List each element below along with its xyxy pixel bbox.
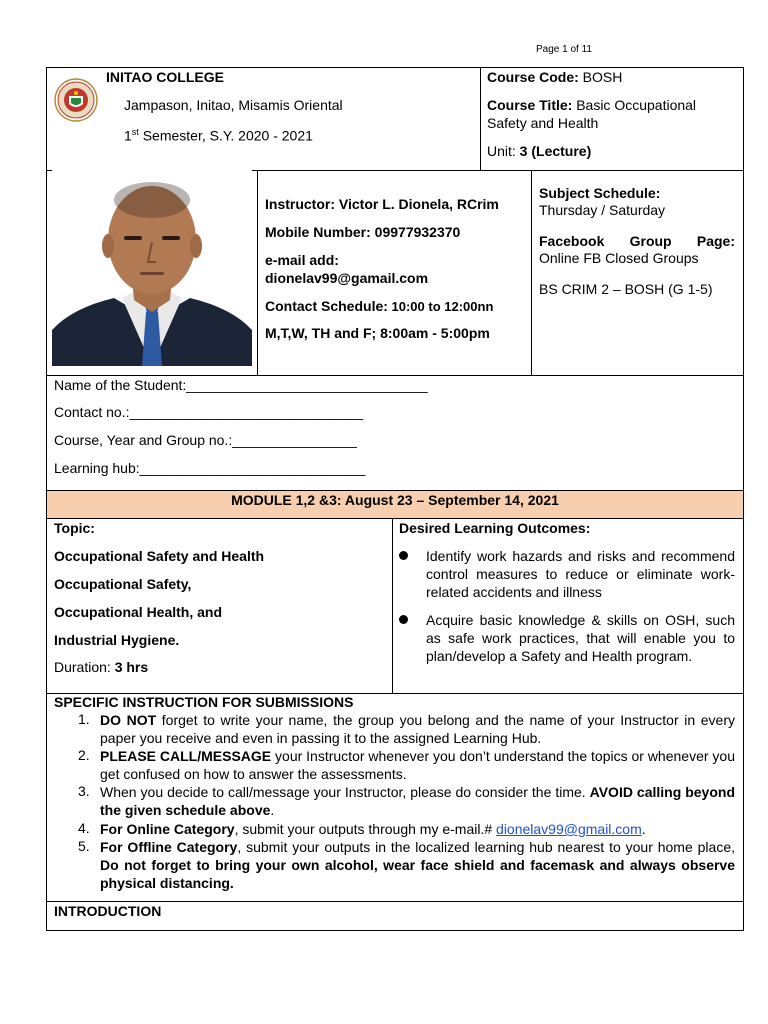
table-border-top: [46, 67, 744, 68]
instruction-bold: For Online Category: [100, 821, 235, 837]
list-number: 1.: [78, 711, 90, 727]
instruction-item: [100, 820, 735, 838]
duration: [54, 659, 148, 676]
instruction-text: , submit your outputs in the localized learning hub nearest to your home place,: [237, 839, 735, 855]
topic-line: Occupational Health, and: [54, 604, 223, 620]
contact-no-field[interactable]: Contact no.:______________________________: [54, 404, 364, 420]
course-title-label: Course Title:: [487, 97, 573, 113]
course-title-2: Safety and Health: [487, 115, 599, 131]
semester-rest: Semester, S.Y. 2020 - 2021: [138, 127, 313, 144]
course-code: [487, 69, 622, 86]
introduction-heading: INTRODUCTION: [54, 903, 162, 919]
subject-schedule-label: Subject Schedule:: [539, 185, 661, 201]
learning-hub-field[interactable]: Learning hub:_____________________________: [54, 460, 366, 476]
unit: [487, 143, 591, 160]
instruction-text: When you decide to call/message your Instructor, please do consider the time.: [100, 784, 590, 800]
divider: [46, 490, 744, 491]
college-address: Jampason, Initao, Misamis Oriental: [124, 97, 343, 113]
college-name: INITAO COLLEGE: [106, 69, 224, 85]
duration-label: Duration:: [54, 659, 111, 675]
office-days: M,T,W, TH and F; 8:00am - 5:00pm: [265, 325, 490, 341]
divider: [480, 67, 481, 170]
instruction-bold: Do not forget to bring your own alcohol, wear face shield and facemask and always observe physical distancing.: [100, 857, 735, 891]
instructor-email-label: e-mail add:: [265, 252, 339, 268]
section-group: BS CRIM 2 – BOSH (G 1-5): [539, 281, 713, 297]
instruction-item: [100, 747, 735, 783]
instruction-bold: AVOID calling beyond the given schedule above: [100, 784, 735, 818]
topic-line: Occupational Safety and Health: [54, 548, 265, 564]
instructor-mobile: Mobile Number: 09977932370: [265, 224, 461, 240]
list-number: 5.: [78, 838, 90, 854]
course-title-value-1: Basic Occupational: [572, 97, 697, 113]
table-border-right: [743, 67, 744, 931]
instructor-email: dionelav99@gamail.com: [265, 270, 429, 286]
instruction-item: [100, 838, 735, 892]
topic-line: Industrial Hygiene.: [54, 632, 180, 648]
contact-schedule-time: 10:00 to 12:00nn: [387, 299, 494, 314]
bullet-icon: [399, 615, 408, 624]
divider: [46, 375, 744, 376]
divider: [531, 170, 532, 375]
instruction-text: forget to write your name, the group you belong and the name of your Instructor in every paper you receive and even in passing it to the assigned Learning Hub.: [100, 712, 735, 746]
email-link[interactable]: dionelav99@gmail.com: [496, 821, 642, 837]
duration-value: 3 hrs: [110, 659, 149, 675]
outcomes-label: Desired Learning Outcomes:: [399, 520, 591, 536]
outcome-item: Acquire basic knowledge & skills on OSH, such as safe work practices, that will enable you to plan/develop a Safety and Health program.: [426, 612, 735, 664]
semester-sup: st: [131, 127, 139, 137]
facebook-group-value: Online FB Closed Groups: [539, 250, 699, 266]
instruction-text: your Instructor whenever you don’t understand the topics or whenever you get confused on how to answer the assessments.: [100, 748, 735, 782]
instruction-item: [100, 783, 735, 819]
instruction-bold: DO NOT: [100, 712, 157, 728]
facebook-label-word: Facebook: [539, 233, 605, 249]
divider: [46, 518, 744, 519]
divider: [392, 518, 393, 693]
unit-value: 3 (Lecture): [515, 143, 592, 159]
list-number: 4.: [78, 820, 90, 836]
instruction-bold: For Offline Category: [100, 839, 238, 855]
group-label-word: Group: [629, 233, 672, 249]
semester: [124, 124, 313, 145]
facebook-group-label: [539, 233, 735, 250]
topic-line: Occupational Safety,: [54, 576, 192, 592]
table-border-bottom: [46, 930, 744, 931]
instruction-text: , submit your outputs through my e-mail.#: [234, 821, 497, 837]
contact-schedule-label: Contact Schedule:: [265, 298, 388, 314]
semester-ordinal: 1: [124, 127, 132, 144]
divider: [257, 170, 258, 375]
list-number: 2.: [78, 747, 90, 763]
unit-label: Unit:: [487, 143, 516, 159]
list-number: 3.: [78, 783, 90, 799]
instruction-end: .: [270, 802, 275, 818]
instructor-photo: [52, 170, 252, 366]
college-seal-logo: [54, 78, 98, 122]
subject-schedule-value: Thursday / Saturday: [539, 202, 666, 218]
bullet-icon: [399, 551, 408, 560]
page-number: Page 1 of 11: [536, 44, 592, 55]
course-code-label: Course Code:: [487, 69, 579, 85]
module-title: MODULE 1,2 &3: August 23 – September 14, 2021: [231, 492, 559, 508]
topic-label: Topic:: [54, 520, 95, 536]
instructions-heading: SPECIFIC INSTRUCTION FOR SUBMISSIONS: [54, 694, 354, 710]
page-label-word: Page:: [696, 233, 735, 249]
instruction-end: .: [641, 821, 646, 837]
student-name-field[interactable]: Name of the Student:_______________________________: [54, 377, 428, 393]
outcome-item: Identify work hazards and risks and recommend control measures to reduce or eliminate work-related accidents and illness: [426, 548, 735, 600]
contact-schedule: [265, 298, 493, 315]
divider: [46, 901, 744, 902]
instruction-item: [100, 711, 735, 747]
instruction-bold: PLEASE CALL/MESSAGE: [100, 748, 272, 764]
instructor-name: Instructor: Victor L. Dionela, RCrim: [265, 196, 499, 212]
course-code-value: BOSH: [578, 69, 623, 85]
course-year-group-field[interactable]: Course, Year and Group no.:________________: [54, 432, 357, 448]
course-title: [487, 97, 696, 114]
